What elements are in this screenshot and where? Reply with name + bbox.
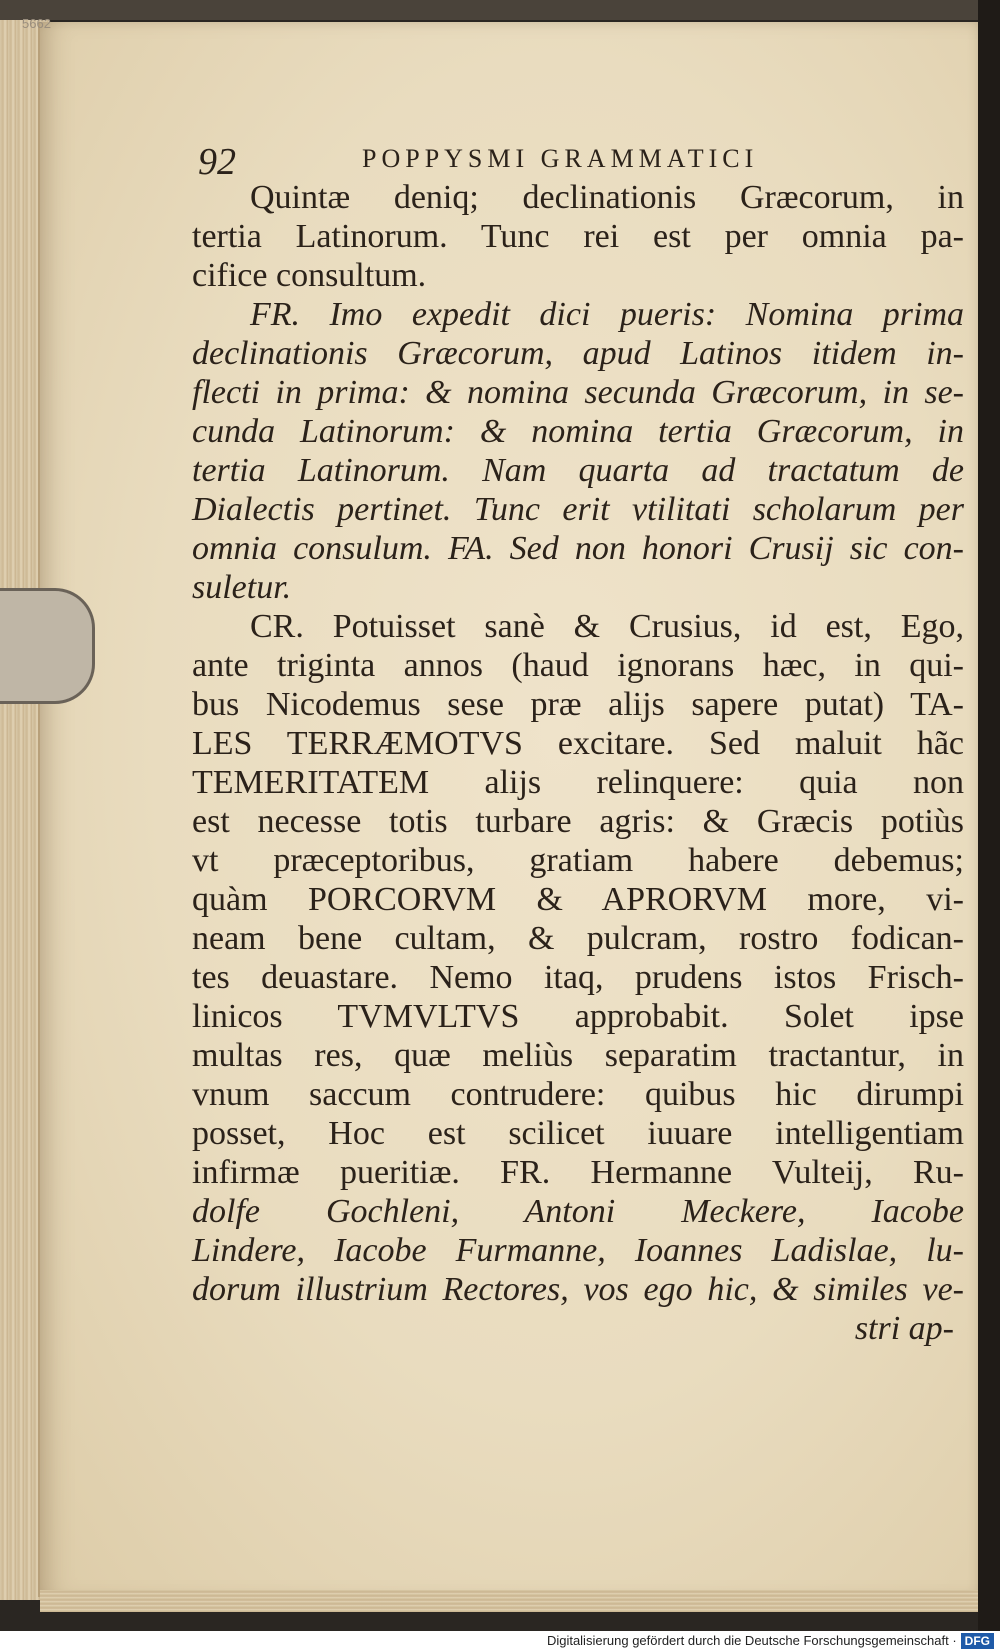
text-line: CR. Potuisset sanè & Crusius, id est, Ego, [250,608,964,645]
text-line: LES TERRÆMOTVS excitare. Sed maluit hãc [192,725,964,762]
text-line: ante triginta annos (haud ignorans hæc, in qui- [192,647,964,684]
corner-mark: 5662 [22,16,51,31]
text-line: neam bene cultam, & pulcram, rostro fodican- [192,920,964,957]
text-line: tes deuastare. Nemo itaq, prudens istos Frisch- [192,959,964,996]
running-title: POPPYSMI GRAMMATICI [362,144,759,173]
book-right-edge [978,0,1000,1651]
page-stack-bottom [40,1590,985,1612]
digitization-footer [0,1631,1000,1651]
text-line: linicos TVMVLTVS approbabit. Solet ipse [192,998,964,1035]
text-line: suletur. [192,569,292,606]
text-line: est necesse totis turbare agris: & Græcis potiùs [192,803,964,840]
dfg-logo: DFG [961,1633,994,1649]
text-line: FR. Imo expedit dici pueris: Nomina prima [250,296,964,333]
text-line: cunda Latinorum: & nomina tertia Græcorum, in [192,413,964,450]
text-line: quàm PORCORVM & APRORVM more, vi- [192,881,964,918]
text-line: dolfe Gochleni, Antoni Meckere, Iacobe [192,1193,964,1230]
text-line: posset, Hoc est scilicet iuuare intelligentiam [192,1115,964,1152]
footer-credit: Digitalisierung gefördert durch die Deutsche Forschungsgemeinschaft · [546,1633,957,1648]
text-line: TEMERITATEM alijs relinquere: quia non [192,764,964,801]
text-line: tertia Latinorum. Tunc rei est per omnia pa- [192,218,964,255]
folio-number: 92 [198,141,236,183]
text-block [192,132,964,1348]
text-line: vnum saccum contrudere: quibus hic dirumpi [192,1076,964,1113]
text-line: multas res, quæ meliùs separatim tractantur, in [192,1037,964,1074]
text-line: flecti in prima: & nomina secunda Græcorum, in se- [192,374,964,411]
text-line: declinationis Græcorum, apud Latinos itidem in- [192,335,964,372]
text-line: omnia consulum. FA. Sed non honori Crusij sic con- [192,530,964,567]
text-line: tertia Latinorum. Nam quarta ad tractatum de [192,452,964,489]
book-top-edge [0,0,1000,20]
text-line: infirmæ pueritiæ. FR. Hermanne Vulteij, Ru- [192,1154,964,1191]
text-line: Quintæ deniq; declinationis Græcorum, in [250,179,964,216]
text-line: dorum illustrium Rectores, vos ego hic, & similes ve- [192,1271,964,1308]
text-line: bus Nicodemus sese præ alijs sapere putat) TA- [192,686,964,723]
page-header [192,132,964,183]
catchword: stri ap- [854,1310,954,1347]
text-line: vt præceptoribus, gratiam habere debemus; [192,842,964,879]
text-line: cifice consultum. [192,257,427,294]
bookmark-tab [0,588,95,704]
text-line: Dialectis pertinet. Tunc erit vtilitati scholarum per [192,491,964,528]
text-line: Lindere, Iacobe Furmanne, Ioannes Ladislae, lu- [192,1232,964,1269]
